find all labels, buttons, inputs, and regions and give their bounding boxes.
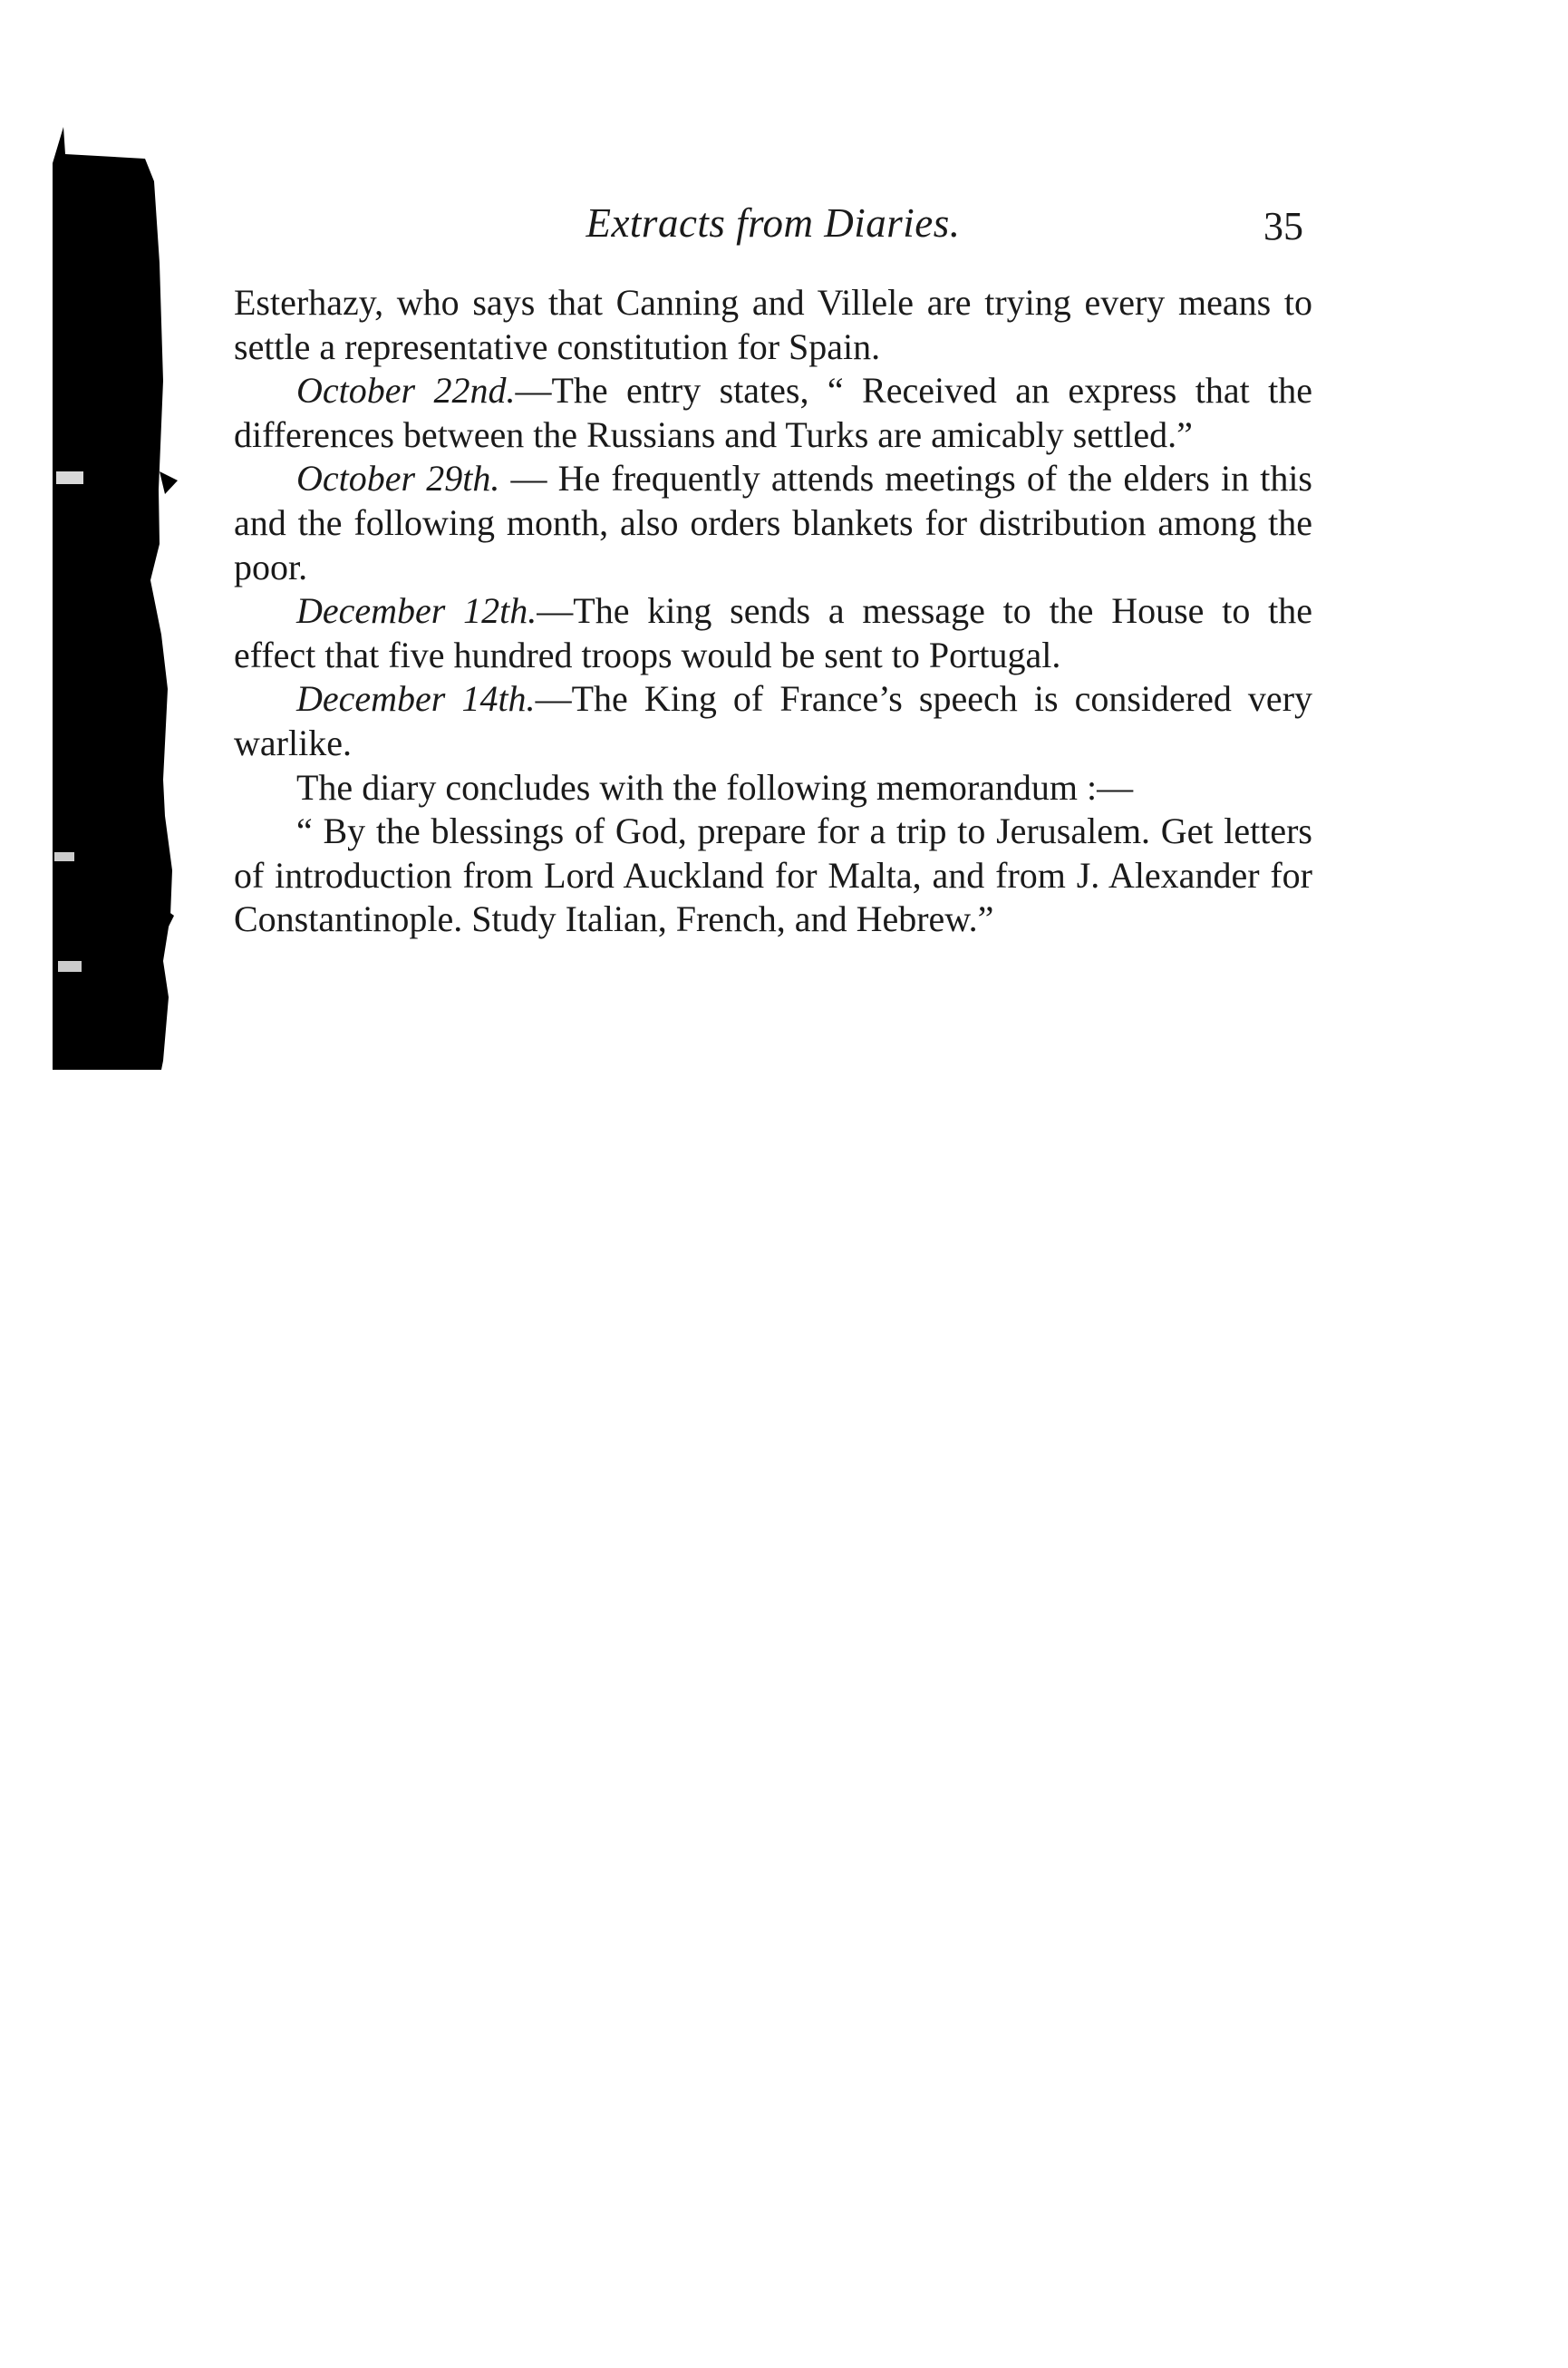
- diary-date: December 12th.: [296, 590, 537, 632]
- diary-date: October 22nd.: [296, 370, 516, 412]
- paragraph: [234, 589, 1312, 677]
- paragraph-text: The diary concludes with the following memorandum :—: [296, 766, 1134, 808]
- paragraph: [234, 457, 1312, 589]
- paragraph: [234, 766, 1312, 810]
- scan-binding-shadow: [0, 0, 236, 1124]
- diary-date: December 14th.: [296, 678, 536, 720]
- body-text: [234, 281, 1312, 942]
- running-title: Extracts from Diaries.: [586, 200, 961, 246]
- paragraph: [234, 281, 1312, 369]
- paragraph-text: “ By the blessings of God, prepare for a trip to Jerusalem. Get letters of introduction from Lord Auckland for Malta, and from J. Alexander for Constantinople. Study Italian, French, and Hebrew.”: [234, 810, 1312, 940]
- page-number: 35: [1263, 204, 1303, 248]
- paragraph: [234, 677, 1312, 765]
- paragraph: [234, 369, 1312, 457]
- page-header: [234, 199, 1312, 254]
- paragraph-text: Esterhazy, who says that Canning and Villele are trying every means to settle a representative constitution for Spain.: [234, 282, 1312, 367]
- paragraph-text: —The entry states, “ Received an express that the differences between the Russians and Turks are amicably settled.”: [234, 370, 1312, 455]
- paragraph-text: — He frequently attends meetings of the elders in this and the following month, also orders blankets for distribution among the poor.: [234, 458, 1312, 587]
- diary-date: October 29th.: [296, 458, 500, 500]
- paragraph: [234, 810, 1312, 942]
- paragraph-text: —The king sends a message to the House to the effect that five hundred troops would be sent to Portugal.: [234, 590, 1312, 675]
- paragraph-text: —The King of France’s speech is considered very warlike.: [234, 678, 1313, 763]
